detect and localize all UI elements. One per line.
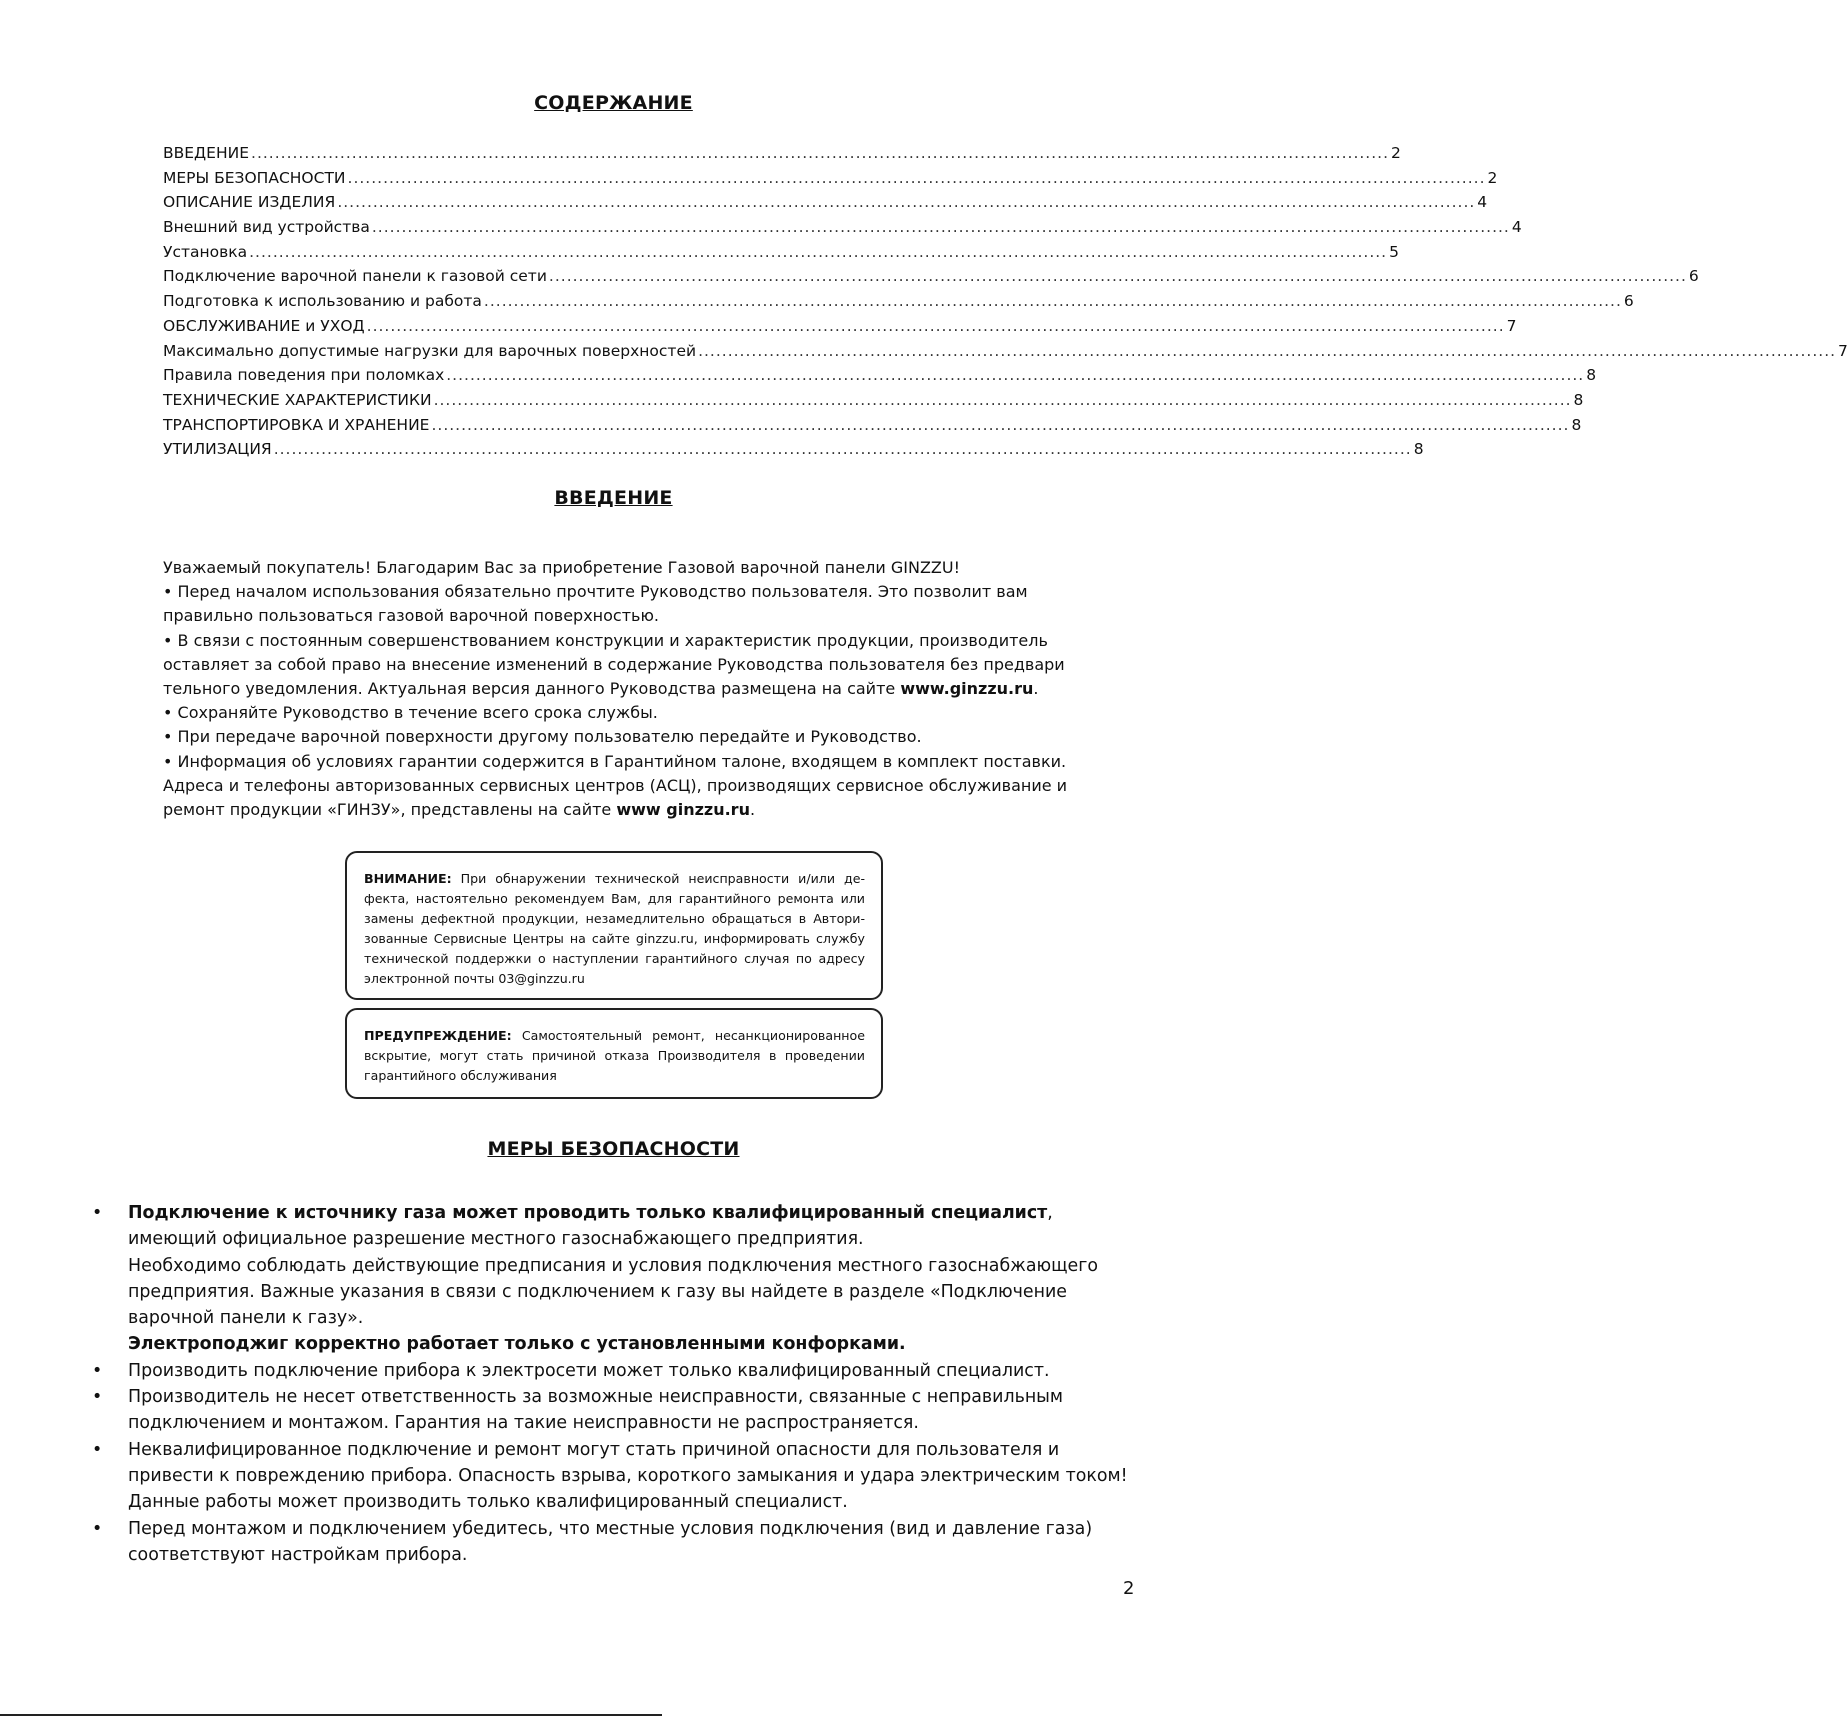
- warning-box: [345, 1008, 883, 1099]
- footer-rule: [0, 1714, 662, 1716]
- toc-page: 4: [1511, 218, 1522, 237]
- toc-leader: ................................................................................................................................................................................................: [446, 366, 1585, 385]
- toc-leader: ................................................................................................................................................................................................: [698, 341, 1837, 360]
- toc-title: Внешний вид устройства: [163, 218, 370, 237]
- toc-row: [163, 292, 1634, 317]
- safety-item: • Неквалифицированное подключение и ремонт могут стать причиной опасности для пользователя и привести к повреждению прибора. Опасность взрыва, короткого замыкания и удара электрическим током! Данные работы может производить только квалифицированный специалист.: [92, 1437, 1142, 1516]
- toc-row: [163, 316, 1517, 342]
- safety-heading: МЕРЫ БЕЗОПАСНОСТИ: [487, 1138, 740, 1160]
- toc-leader: ................................................................................................................................................................................................: [249, 242, 1388, 261]
- toc-row: [163, 440, 1424, 465]
- toc-page: 7: [1506, 316, 1517, 335]
- toc-leader: ................................................................................................................................................................................................: [371, 218, 1510, 237]
- intro-item: • В связи с постоянным совершенствованием конструкции и характеристик продукции, производитель оставляет за собой право на внесение изменений в содержание Руководства пользователя без предвари тельного уведомления. Актуальная версия данного Руководства размещена на сайте www.ginzzu.ru.: [163, 630, 1065, 699]
- safety-note: Электроподжиг корректно работает только с установленными конфорками.: [128, 1334, 906, 1355]
- toc-row: [163, 415, 1582, 441]
- toc-page: 4: [1477, 193, 1488, 212]
- intro-item: • При передаче варочной поверхности другому пользователю передайте и Руководство.: [163, 727, 922, 747]
- attention-text: При обнаружении технической неисправности и/или де-фекта, настоятельно рекомендуем Вам, для гарантийного ремонта или замены дефектной продукции, незамедлительно обращаться в Автори-зованные Сервисные Центры на сайте ginzzu.ru, информировать службу технической поддержки о наступлении гарантийного случая по адресу электронной почты 03@ginzzu.ru: [364, 871, 865, 986]
- toc-title: Установка: [163, 242, 248, 261]
- toc-row: [163, 193, 1488, 218]
- toc-page: 8: [1571, 415, 1582, 434]
- warning-label: ПРЕДУПРЕЖДЕНИЕ:: [364, 1028, 512, 1043]
- toc-leader: ................................................................................................................................................................................................: [337, 193, 1476, 212]
- intro-heading: ВВЕДЕНИЕ: [554, 487, 673, 509]
- toc-row: [163, 366, 1597, 391]
- bullet: •: [92, 1439, 103, 1460]
- toc-leader: ................................................................................................................................................................................................: [366, 316, 1505, 335]
- toc-title: ОПИСАНИЕ ИЗДЕЛИЯ: [163, 193, 336, 212]
- toc-page: 8: [1413, 440, 1424, 459]
- toc-row: [163, 168, 1498, 194]
- toc-leader: ................................................................................................................................................................................................: [273, 440, 1412, 459]
- toc-title: ТЕХНИЧЕСКИЕ ХАРАКТЕРИСТИКИ: [163, 390, 432, 409]
- warning-text: Самостоятельный ремонт, несанкционированное вскрытие, могут стать причиной отказа Производителя в проведении гарантийного обслуживания: [364, 1028, 865, 1083]
- toc-page: 8: [1573, 390, 1584, 409]
- safety-item: • Производить подключение прибора к электросети может только квалифицированный специалист.: [92, 1358, 1142, 1384]
- intro-greeting: Уважаемый покупатель! Благодарим Вас за приобретение Газовой варочной панели GINZZU!: [163, 558, 961, 577]
- toc-leader: ................................................................................................................................................................................................: [431, 415, 1570, 434]
- toc-leader: ................................................................................................................................................................................................: [251, 144, 1389, 162]
- toc-page: 2: [1487, 168, 1498, 187]
- toc-page: 6: [1688, 267, 1699, 286]
- toc-title: Подключение варочной панели к газовой сети: [163, 267, 547, 286]
- toc-page: 6: [1623, 292, 1634, 311]
- toc-title: Правила поведения при поломках: [163, 366, 445, 385]
- safety-item: • Производитель не несет ответственность за возможные неисправности, связанные с неправильным подключением и монтажом. Гарантия на такие неисправности не распространяется.: [92, 1384, 1142, 1437]
- safety-paragraph: Необходимо соблюдать действующие предписания и условия подключения местного газоснабжающего предприятия. Важные указания в связи с подключением к газу вы найдете в разделе «Подключение варочной панели к газу».: [128, 1255, 1098, 1329]
- toc-leader: ................................................................................................................................................................................................: [548, 267, 1687, 286]
- toc-page: 8: [1586, 366, 1597, 385]
- safety-bold-text: Подключение к источнику газа может проводить только квалифицированный специалист: [128, 1203, 1048, 1223]
- toc-leader: ................................................................................................................................................................................................: [483, 292, 1622, 311]
- toc-title: Подготовка к использованию и работа: [163, 292, 482, 311]
- toc-page: 7: [1838, 341, 1848, 360]
- bullet: •: [92, 1360, 103, 1381]
- toc-heading: СОДЕРЖАНИЕ: [534, 92, 693, 114]
- toc-row: [163, 144, 1401, 169]
- toc-title: МЕРЫ БЕЗОПАСНОСТИ: [163, 168, 346, 187]
- bullet: •: [92, 1387, 103, 1408]
- toc-row: [163, 341, 1848, 367]
- page-number: 2: [1123, 1578, 1135, 1599]
- intro-section: [163, 556, 1093, 822]
- toc-title: УТИЛИЗАЦИЯ: [163, 440, 272, 459]
- toc-page: 2: [1391, 144, 1401, 162]
- toc-row: [163, 218, 1522, 243]
- toc-title: Максимально допустимые нагрузки для варочных поверхностей: [163, 341, 697, 360]
- toc-page: 5: [1389, 242, 1399, 261]
- attention-box: [345, 851, 883, 1000]
- intro-item: • Перед началом использования обязательно прочтите Руководство пользователя. Это позволит вам правильно пользоваться газовой варочной поверхностью.: [163, 582, 1028, 626]
- toc-row: [163, 390, 1584, 416]
- bullet: •: [92, 1203, 103, 1223]
- toc-row: [163, 267, 1699, 292]
- toc-title: ВВЕДЕНИЕ: [163, 144, 250, 162]
- intro-item: • Сохраняйте Руководство в течение всего срока службы.: [163, 703, 658, 723]
- toc-title: ОБСЛУЖИВАНИЕ и УХОД: [163, 316, 365, 335]
- toc-leader: ................................................................................................................................................................................................: [347, 168, 1486, 187]
- table-of-contents: [163, 144, 1848, 465]
- toc-title: ТРАНСПОРТИРОВКА И ХРАНЕНИЕ: [163, 415, 430, 434]
- intro-item: Адреса и телефоны авторизованных сервисных центров (АСЦ), производящих сервисное обслуживание и ремонт продукции «ГИНЗУ», представлены на сайте www ginzzu.ru.: [163, 775, 1068, 820]
- site-link[interactable]: www ginzzu.ru: [616, 800, 750, 820]
- safety-item: • Подключение к источнику газа может проводить только квалифицированный специалист, имеющий официальное разрешение местного газоснабжающего предприятия. Необходимо соблюдать действующие предписания и условия подключения местного газоснабжающего предприятия. Важные указания в связи с подключением к газу вы найдете в разделе «Подключение варочной панели к газу». Электроподжиг корректно работает только с установленными конфорками.: [92, 1200, 1142, 1358]
- safety-item: • Перед монтажом и подключением убедитесь, что местные условия подключения (вид и давление газа) соответствуют настройкам прибора.: [92, 1516, 1142, 1569]
- toc-leader: ................................................................................................................................................................................................: [433, 390, 1572, 409]
- site-link[interactable]: www.ginzzu.ru: [900, 679, 1034, 699]
- toc-row: [163, 242, 1399, 268]
- intro-item: • Информация об условиях гарантии содержится в Гарантийном талоне, входящем в комплект поставки.: [163, 751, 1067, 771]
- safety-section: [92, 1200, 1142, 1568]
- attention-label: ВНИМАНИЕ:: [364, 871, 452, 886]
- bullet: •: [92, 1518, 103, 1539]
